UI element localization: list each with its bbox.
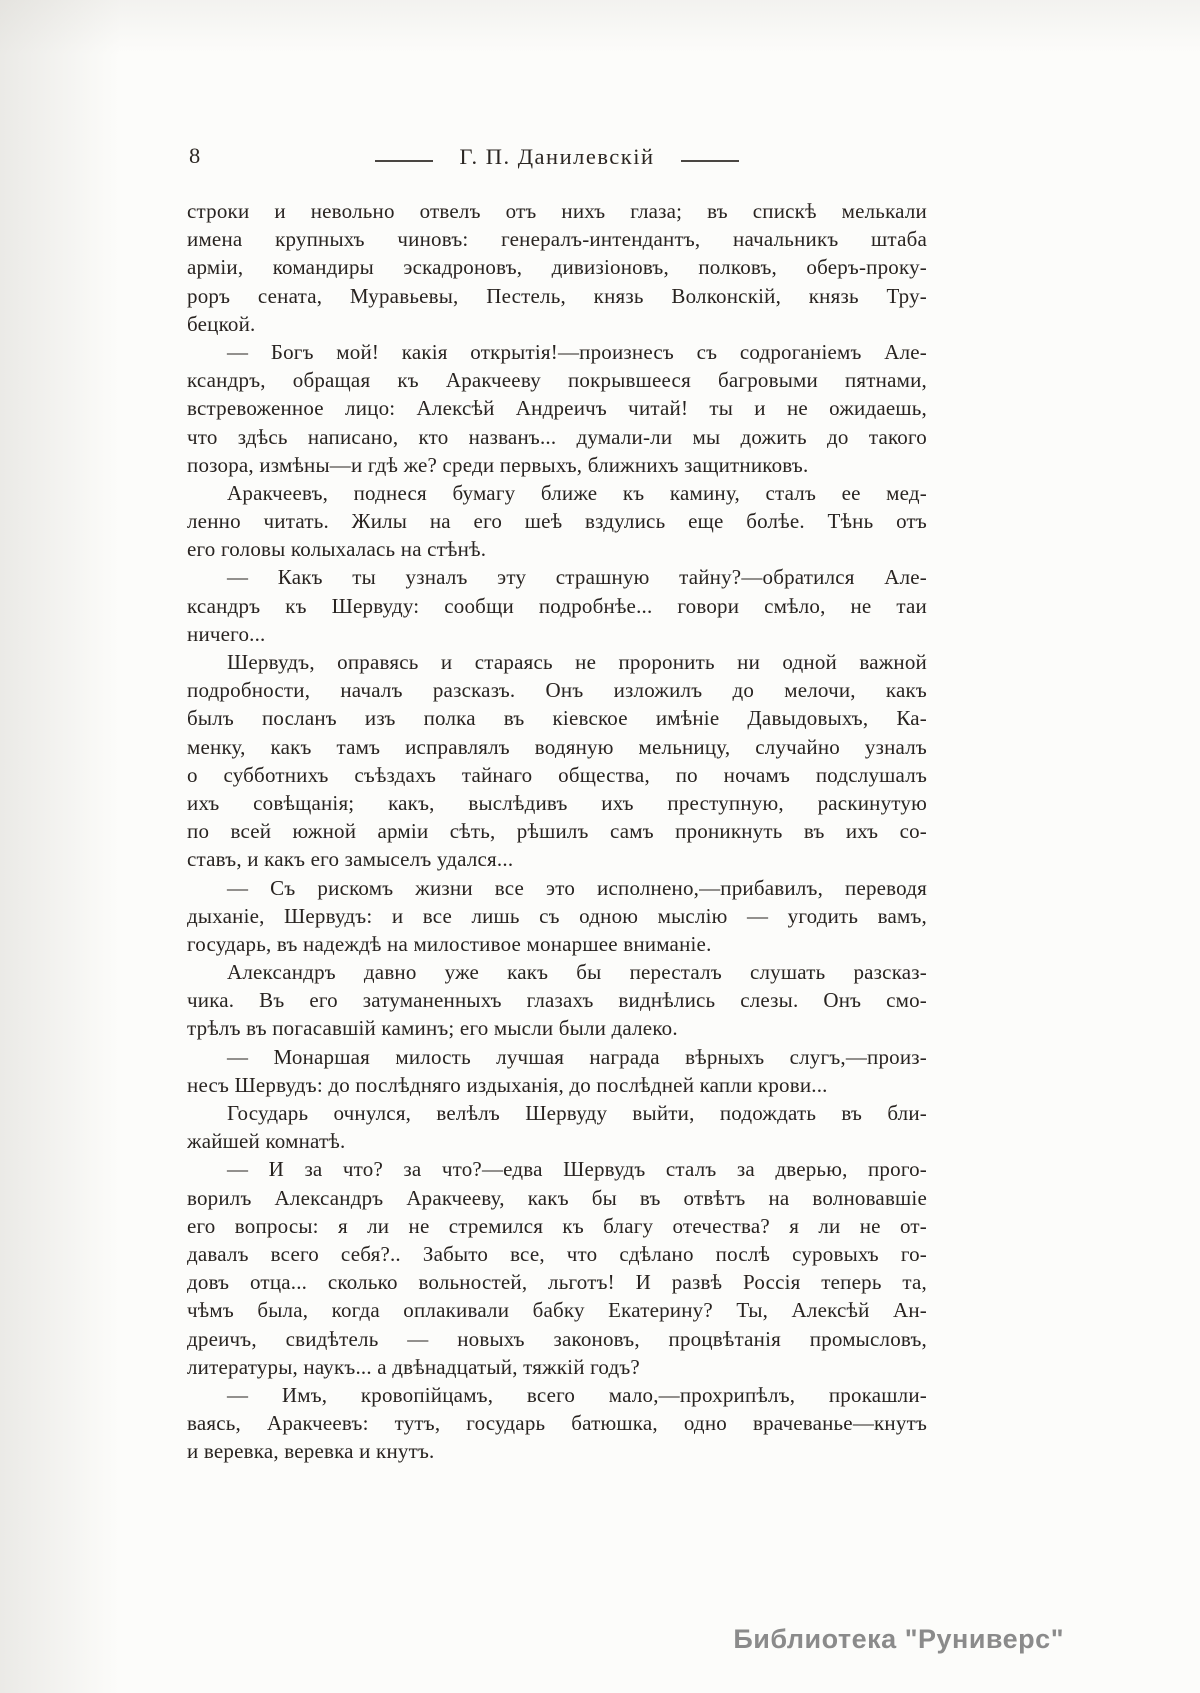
paragraph — [187, 479, 927, 564]
text-line: арміи, командиры эскадроновъ, дивизіоновъ, полковъ, оберъ-проку- — [187, 255, 927, 280]
text-line: его вопросы: я ли не стремился къ благу отечества? я ли не от- — [187, 1213, 927, 1238]
paragraph — [187, 338, 927, 479]
text-line: о субботнихъ съѣздахъ тайнаго общества, по ночамъ подслушалъ — [187, 762, 927, 787]
paragraph — [187, 874, 927, 959]
text-column — [187, 140, 927, 1465]
text-line: давалъ всего себя?.. Забыто все, что сдѣлано послѣ суровыхъ го- — [187, 1241, 927, 1266]
text-line: довъ отца... сколько вольностей, льготъ! И развѣ Россія теперь та, — [187, 1270, 927, 1295]
text-line: — Богъ мой! какія открытія!—произнесъ съ содроганіемъ Але- — [227, 339, 927, 364]
text-line: ставъ, и какъ его замыселъ удался... — [187, 847, 514, 872]
text-line: Аракчеевъ, поднеся бумагу ближе къ камину, сталъ ее мед- — [227, 480, 927, 505]
text-line: дреичъ, свидѣтель — новыхъ законовъ, процвѣтанія промысловъ, — [187, 1326, 927, 1351]
paragraph — [187, 1381, 927, 1466]
running-head-author: Г. П. Данилевскій — [459, 144, 655, 169]
text-line: ничего... — [187, 621, 266, 646]
text-line: былъ посланъ изъ полка въ кіевское имѣніе Давыдовыхъ, Ка- — [187, 706, 927, 731]
text-line: государь, въ надеждѣ на милостивое монаршее вниманіе. — [187, 931, 712, 956]
text-line: по всей южной арміи сѣть, рѣшилъ самъ проникнуть въ ихъ со- — [187, 819, 927, 844]
text-line: литературы, наукъ... а двѣнадцатый, тяжкій годъ? — [187, 1354, 640, 1379]
paragraph — [187, 958, 927, 1043]
library-watermark: Библиотека "Руниверс" — [733, 1624, 1064, 1654]
text-line: Государь очнулся, велѣлъ Шервуду выйти, подождать въ бли- — [227, 1101, 927, 1125]
page-header — [187, 140, 927, 174]
paragraph — [187, 1155, 927, 1381]
text-line: менку, какъ тамъ исправлялъ водяную мельницу, случайно узналъ — [187, 734, 927, 759]
text-line: Александръ давно уже какъ бы пересталъ слушать разсказ- — [227, 960, 927, 985]
text-line: — Имъ, кровопійцамъ, всего мало,—прохрипѣлъ, прокашли- — [227, 1382, 927, 1407]
page-number: 8 — [189, 143, 201, 168]
text-line: строки и невольно отвелъ отъ нихъ глаза; въ спискѣ мелькали — [187, 199, 927, 223]
paragraph — [187, 197, 927, 338]
text-line: ленно читать. Жилы на его шеѣ вздулись еще болѣе. Тѣнь отъ — [187, 509, 927, 534]
text-line: — Съ рискомъ жизни все это исполнено,—прибавилъ, переводя — [227, 875, 927, 900]
text-line: чѣмъ была, когда оплакивали бабку Екатерину? Ты, Алексѣй Ан- — [187, 1298, 927, 1323]
header-rule-right — [681, 160, 739, 162]
paragraph — [187, 648, 927, 874]
text-line: и веревка, веревка и кнутъ. — [187, 1439, 435, 1464]
text-line: ксандръ, обращая къ Аракчееву покрывшееся багровыми пятнами, — [187, 368, 927, 393]
text-line: подробности, началъ разсказъ. Онъ изложилъ до мелочи, какъ — [187, 678, 927, 703]
text-line: чика. Въ его затуманенныхъ глазахъ виднѣлись слезы. Онъ смо- — [187, 988, 927, 1013]
text-line: ворилъ Александръ Аракчееву, какъ бы въ отвѣтъ на волновавшіе — [187, 1185, 927, 1210]
text-line: ихъ совѣщанія; какъ, выслѣдивъ ихъ преступную, раскинутую — [187, 790, 927, 815]
text-line: имена крупныхъ чиновъ: генералъ-интендантъ, начальникъ штаба — [187, 227, 927, 252]
text-line: его головы колыхалась на стѣнѣ. — [187, 537, 487, 562]
text-line: что здѣсь написано, кто названъ... думали-ли мы дожить до такого — [187, 424, 927, 449]
header-rule-left — [375, 160, 433, 162]
body-text — [187, 197, 927, 1465]
text-line: ваясь, Аракчеевъ: тутъ, государь батюшка, одно врачеванье—кнутъ — [187, 1411, 927, 1436]
text-line: ксандръ къ Шервуду: сообщи подробнѣе... говори смѣло, не таи — [187, 593, 927, 618]
text-line: — Монаршая милость лучшая награда вѣрныхъ слугъ,—произ- — [227, 1044, 927, 1069]
text-line: Шервудъ, оправясь и стараясь не проронить ни одной важной — [227, 650, 927, 674]
text-line: — И за что? за что?—едва Шервудъ сталъ за дверью, прого- — [227, 1157, 927, 1182]
paragraph — [187, 563, 927, 648]
text-line: — Какъ ты узналъ эту страшную тайну?—обратился Але- — [227, 565, 927, 590]
paragraph — [187, 1043, 927, 1099]
text-line: жайшей комнатѣ. — [187, 1129, 346, 1154]
scan-edge-shading-top — [0, 0, 1200, 60]
text-line: несъ Шервудъ: до послѣдняго издыханія, до послѣдней капли крови... — [187, 1072, 828, 1097]
text-line: позора, измѣны—и гдѣ же? среди первыхъ, ближнихъ защитниковъ. — [187, 452, 809, 477]
scan-edge-shading-left — [0, 0, 150, 1693]
text-line: роръ сената, Муравьевы, Пестель, князь Волконскій, князь Тру- — [187, 283, 927, 308]
text-line: бецкой. — [187, 311, 256, 336]
text-line: трѣлъ въ погасавшій каминъ; его мысли были далеко. — [187, 1016, 678, 1041]
paragraph — [187, 1099, 927, 1155]
text-line: встревоженное лицо: Алексѣй Андреичъ читай! ты и не ожидаешь, — [187, 396, 927, 421]
text-line: дыханіе, Шервудъ: и все лишь съ одною мыслію — угодить вамъ, — [187, 903, 927, 928]
